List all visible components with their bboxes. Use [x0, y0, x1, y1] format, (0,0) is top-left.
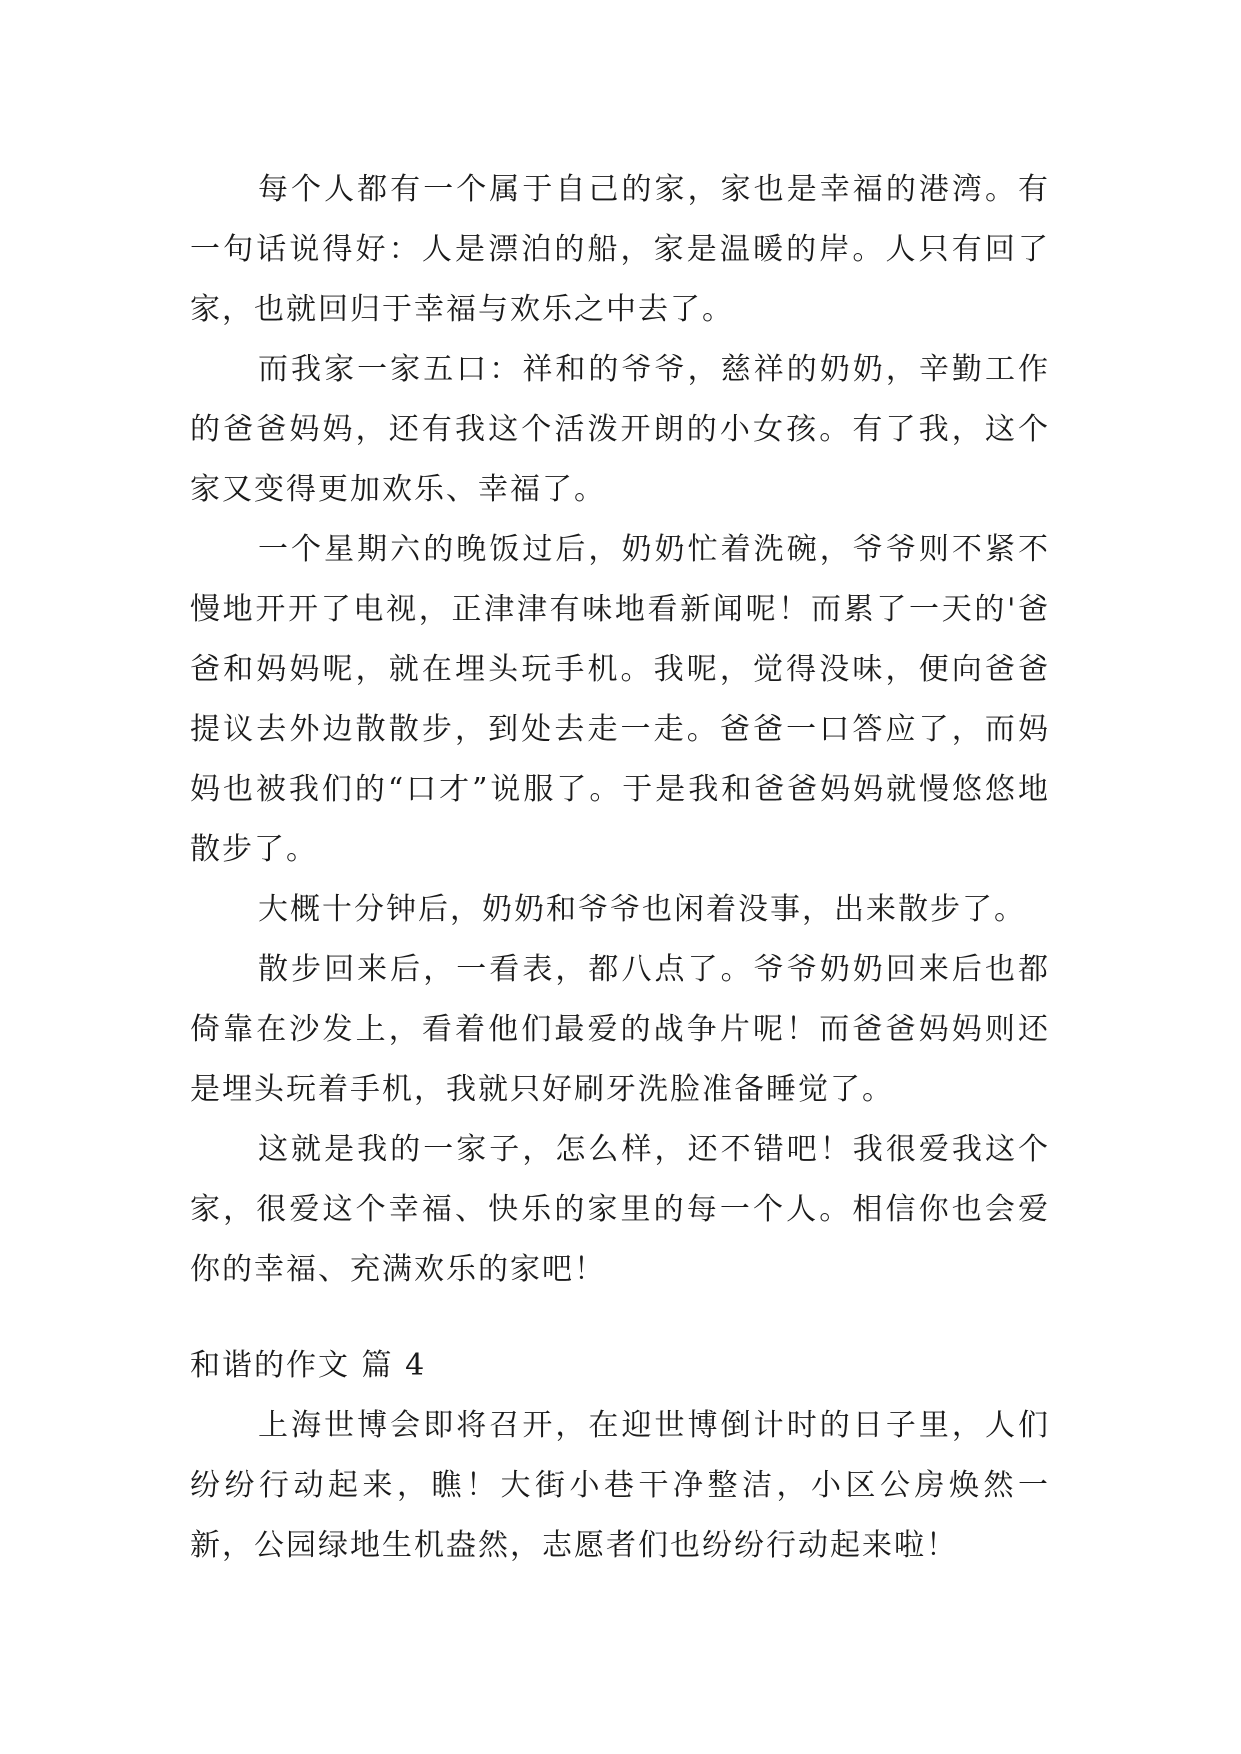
document-body [190, 160, 1050, 1576]
section-spacer [190, 1300, 1050, 1336]
paragraph: 散步回来后，一看表，都八点了。爷爷奶奶回来后也都倚靠在沙发上，看着他们最爱的战争片呢！而爸爸妈妈则还是埋头玩着手机，我就只好刷牙洗脸准备睡觉了。 [190, 952, 1050, 1107]
paragraph: 每个人都有一个属于自己的家，家也是幸福的港湾。有一句话说得好：人是漂泊的船，家是温暖的岸。人只有回了家，也就回归于幸福与欢乐之中去了。 [190, 172, 1050, 327]
paragraph: 这就是我的一家子，怎么样，还不错吧！我很爱我这个家，很爱这个幸福、快乐的家里的每一个人。相信你也会爱你的幸福、充满欢乐的家吧！ [190, 1132, 1050, 1287]
paragraph: 上海世博会即将召开，在迎世博倒计时的日子里，人们纷纷行动起来，瞧！大街小巷干净整洁，小区公房焕然一新，公园绿地生机盎然，志愿者们也纷纷行动起来啦！ [190, 1408, 1050, 1563]
section-heading: 和谐的作文 篇 4 [190, 1348, 427, 1383]
paragraph: 大概十分钟后，奶奶和爷爷也闲着没事，出来散步了。 [258, 892, 1026, 927]
paragraph: 一个星期六的晚饭过后，奶奶忙着洗碗，爷爷则不紧不慢地开开了电视，正津津有味地看新闻呢！而累了一天的'爸爸和妈妈呢，就在埋头玩手机。我呢，觉得没味，便向爸爸提议去外边散散步，到处去走一走。爸爸一口答应了，而妈妈也被我们的“口才”说服了。于是我和爸爸妈妈就慢悠悠地散步了。 [190, 532, 1050, 867]
paragraph: 而我家一家五口：祥和的爷爷，慈祥的奶奶，辛勤工作的爸爸妈妈，还有我这个活泼开朗的小女孩。有了我，这个家又变得更加欢乐、幸福了。 [190, 352, 1050, 507]
